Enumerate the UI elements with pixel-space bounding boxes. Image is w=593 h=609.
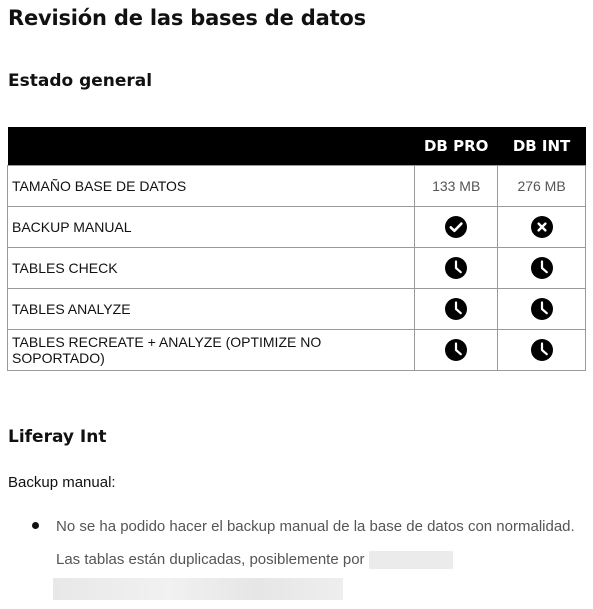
x-circle-icon xyxy=(530,215,554,239)
table-row xyxy=(8,207,586,248)
database-status-table xyxy=(7,127,586,371)
check-circle-icon xyxy=(444,215,468,239)
page-title: Revisión de las bases de datos xyxy=(8,6,366,30)
row-label-tables-analyze: TABLES ANALYZE xyxy=(8,289,415,330)
column-header-db-pro: DB PRO xyxy=(415,127,498,166)
db-int-size: 276 MB xyxy=(498,166,586,207)
db-pro-check-cell xyxy=(415,248,498,289)
db-pro-size: 133 MB xyxy=(415,166,498,207)
table-header-row xyxy=(8,127,586,166)
db-int-recreate-cell xyxy=(498,330,586,371)
db-int-backup-cell xyxy=(498,207,586,248)
clock-icon xyxy=(530,338,554,362)
row-label-tamano: TAMAÑO BASE DE DATOS xyxy=(8,166,415,207)
finding-text: No se ha podido hacer el backup manual de la base de datos con normalidad. Las tablas están duplicadas, posiblemente por xyxy=(56,518,575,568)
findings-list xyxy=(30,510,585,576)
column-header-db-int: DB INT xyxy=(498,127,586,166)
clock-icon xyxy=(444,338,468,362)
db-int-check-cell xyxy=(498,248,586,289)
db-pro-analyze-cell xyxy=(415,289,498,330)
clock-icon xyxy=(530,256,554,280)
db-pro-backup-cell xyxy=(415,207,498,248)
row-label-tables-recreate: TABLES RECREATE + ANALYZE (OPTIMIZE NO SOPORTADO) xyxy=(8,330,415,371)
clock-icon xyxy=(444,256,468,280)
db-int-analyze-cell xyxy=(498,289,586,330)
clock-icon xyxy=(444,297,468,321)
section-heading-estado-general: Estado general xyxy=(8,71,153,91)
table-row xyxy=(8,289,586,330)
redacted-text xyxy=(369,551,453,569)
list-item xyxy=(30,510,585,576)
backup-manual-label: Backup manual: xyxy=(8,474,116,491)
table-row xyxy=(8,166,586,207)
clock-icon xyxy=(530,297,554,321)
redacted-text xyxy=(53,578,343,600)
row-label-backup-manual: BACKUP MANUAL xyxy=(8,207,415,248)
db-pro-recreate-cell xyxy=(415,330,498,371)
row-label-tables-check: TABLES CHECK xyxy=(8,248,415,289)
column-header-empty xyxy=(8,127,415,166)
section-heading-liferay-int: Liferay Int xyxy=(8,427,107,447)
table-row xyxy=(8,248,586,289)
table-row xyxy=(8,330,586,371)
